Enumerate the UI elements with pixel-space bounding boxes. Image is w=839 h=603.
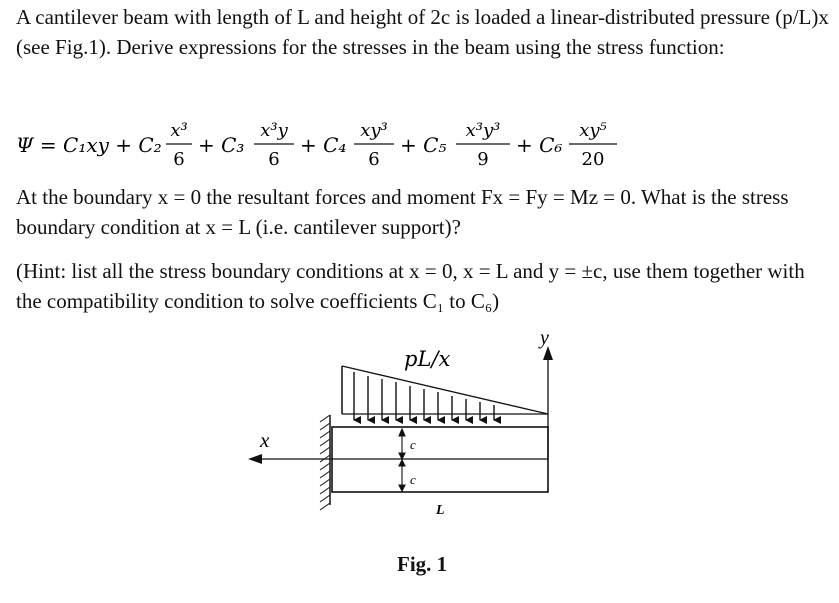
term5-denominator: 9 (477, 149, 489, 170)
x-axis-label: x (260, 428, 270, 452)
half-height-top-label: c (410, 437, 416, 452)
load-label: pL/x (404, 347, 451, 371)
term3-denominator: 6 (268, 149, 280, 170)
length-label: L (436, 503, 445, 518)
distributed-load (342, 366, 548, 420)
term4-denominator: 6 (368, 149, 380, 170)
equation-lhs: Ψ = C₁xy + C₂ (16, 133, 162, 157)
term4-numerator: xy³ (360, 120, 388, 141)
term5-numerator: x³y³ (465, 120, 501, 141)
term2-numerator: x³ (170, 120, 188, 141)
term4-coefficient: + C₄ (300, 133, 347, 157)
figure-caption: Fig. 1 (397, 552, 448, 576)
term2-denominator: 6 (173, 149, 185, 170)
term3-numerator: x³y (260, 120, 288, 141)
term6-numerator: xy⁵ (579, 120, 607, 141)
problem-statement: A cantilever beam with length of L and height of 2c is loaded a linear-distributed pressure (p/L)x (see Fig.1). Derive expressions for the stresses in the beam using the stress function: (16, 5, 829, 59)
fixed-support-wall (320, 415, 330, 510)
half-height-bottom-label: c (410, 472, 416, 487)
y-axis-label: y (540, 327, 549, 349)
term6-denominator: 20 (581, 149, 605, 170)
term6-coefficient: + C₆ (516, 133, 563, 157)
term3-coefficient: + C₃ (198, 133, 245, 157)
height-dimension (399, 429, 405, 491)
hint-text: (Hint: list all the stress boundary conditions at x = 0, x = L and y = ±c, use them together with the compatibility condition to solve coefficients C₁ to C₆) (16, 259, 805, 313)
x-axis-arrowhead (248, 454, 262, 464)
boundary-condition-question: At the boundary x = 0 the resultant forces and moment Fx = Fy = Mz = 0. What is the stress boundary condition at x = L (i.e. cantilever support)? (16, 185, 789, 239)
term5-coefficient: + C₅ (400, 133, 447, 157)
